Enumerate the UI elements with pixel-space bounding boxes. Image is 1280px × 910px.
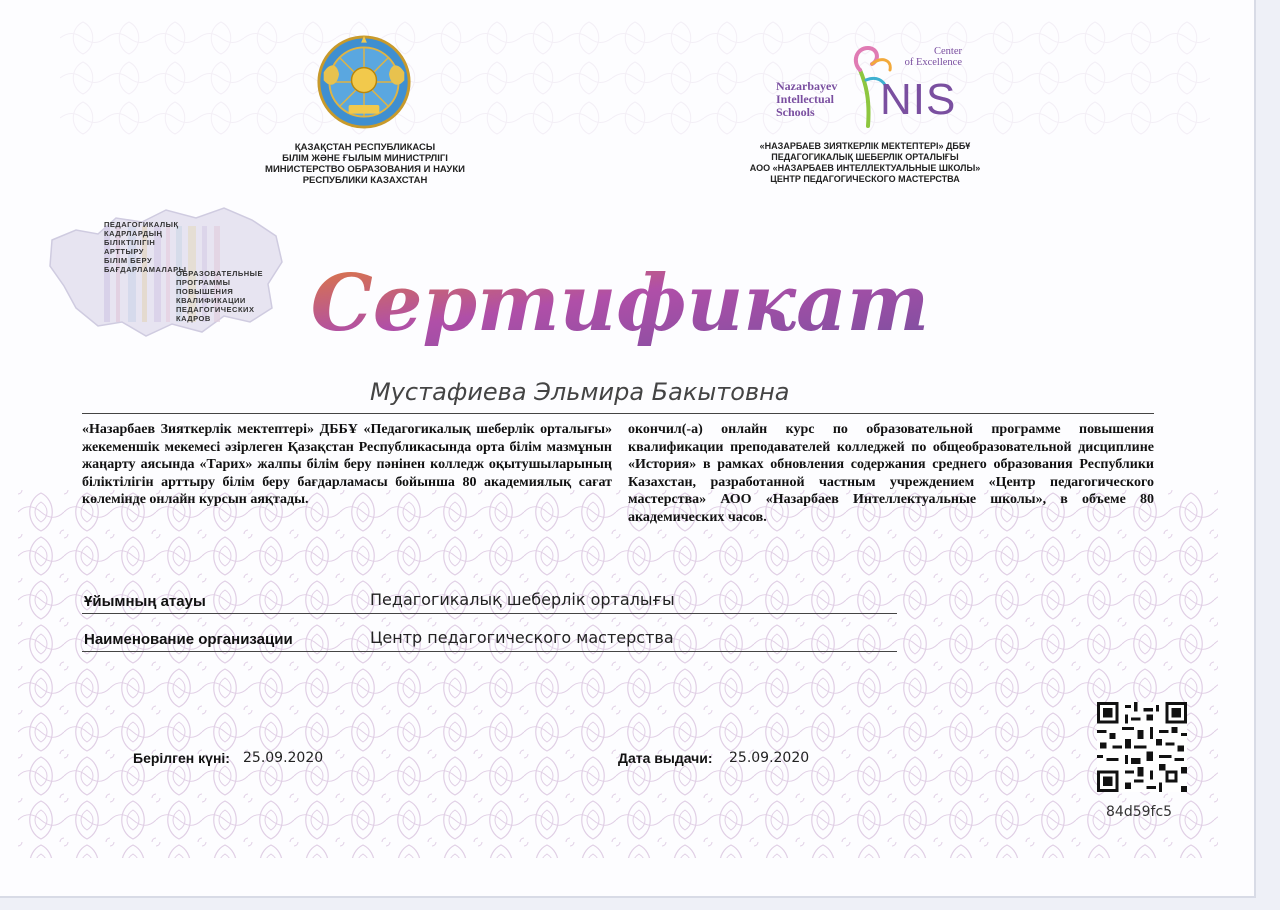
nis-org-line: «НАЗАРБАЕВ ЗИЯТКЕРЛІК МЕКТЕПТЕРІ» ДББҰ — [759, 141, 971, 151]
organization-label-ru: Наименование организации — [84, 631, 293, 648]
organization-underline-ru — [82, 651, 897, 652]
kazakhstan-state-emblem-icon — [316, 34, 412, 130]
nis-organization-heading — [735, 141, 995, 185]
nis-abbreviation: NIS — [880, 75, 957, 124]
qr-code-id: 84d59fc5 — [1106, 804, 1173, 820]
organization-label-kz: Ұйымның атауы — [84, 593, 206, 610]
program-ru-line: ПЕДАГОГИЧЕСКИХ — [176, 305, 255, 314]
program-ru-line: ОБРАЗОВАТЕЛЬНЫЕ — [176, 269, 264, 278]
nis-name-line: Intellectual — [776, 92, 834, 106]
program-label-ru — [176, 269, 264, 323]
ministry-line: ҚАЗАҚСТАН РЕСПУБЛИКАСЫ — [294, 142, 436, 153]
issue-date-kz: 25.09.2020 — [243, 750, 324, 766]
program-ru-line: ПРОГРАММЫ — [176, 278, 231, 287]
certificate-title-text: Сертификат — [310, 258, 930, 349]
recipient-name: Мустафиева Эльмира Бакытовна — [370, 378, 790, 406]
ministry-heading — [240, 142, 490, 186]
certificate-title — [310, 232, 930, 362]
program-kz-line: ПЕДАГОГИКАЛЫҚ — [104, 220, 179, 229]
center-of-excellence-label — [905, 46, 962, 68]
program-kz-line: БІЛІКТІЛІГІН — [104, 238, 156, 247]
nis-org-line: ПЕДАГОГИКАЛЫҚ ШЕБЕРЛІК ОРТАЛЫҒЫ — [771, 152, 959, 162]
background-pattern-top — [60, 18, 1210, 138]
nis-name-line: Nazarbayev — [776, 79, 838, 93]
coe-line: Center — [934, 46, 962, 57]
program-kz-line: БАҒДАРЛАМАЛАРЫ — [104, 265, 187, 274]
program-ru-line: ПОВЫШЕНИЯ — [176, 287, 234, 296]
qr-code-icon — [1097, 702, 1187, 792]
recipient-underline — [82, 413, 1154, 414]
program-label-kz — [104, 220, 190, 274]
nis-name — [776, 80, 837, 119]
nis-name-line: Schools — [776, 105, 815, 119]
issue-date-label-ru: Дата выдачи: — [618, 750, 713, 766]
program-kz-line: КАДРЛАРДЫҢ — [104, 229, 163, 238]
program-ru-line: КВАЛИФИКАЦИИ — [176, 296, 246, 305]
program-kz-line: АРТТЫРУ — [104, 247, 144, 256]
ministry-line: РЕСПУБЛИКИ КАЗАХСТАН — [302, 175, 428, 186]
program-kz-line: БІЛІМ БЕРУ — [104, 256, 153, 265]
organization-value-ru: Центр педагогического мастерства — [370, 628, 674, 647]
nis-org-line: АОО «НАЗАРБАЕВ ИНТЕЛЛЕКТУАЛЬНЫЕ ШКОЛЫ» — [749, 163, 981, 173]
nis-org-line: ЦЕНТР ПЕДАГОГИЧЕСКОГО МАСТЕРСТВА — [770, 174, 960, 184]
ministry-line: МИНИСТЕРСТВО ОБРАЗОВАНИЯ И НАУКИ — [265, 164, 465, 175]
background-pattern — [18, 490, 1218, 858]
issue-date-ru: 25.09.2020 — [729, 750, 810, 766]
description-ru: окончил(-а) онлайн курс по образовательной программе повышения квалификации преподавателей колледжей по общеобразовательной дисциплине «История» в рамках обновления содержания среднего образования Республики Казахстан, разработанной частным учреждением «Центр педагогического мастерства» АОО «Назарбаев Интеллектуальные школы», в объеме 80 академических часов. — [628, 422, 1154, 525]
organization-value-kz: Педагогикалық шеберлік орталығы — [370, 590, 675, 609]
coe-line: of Excellence — [904, 57, 962, 68]
nis-logo — [776, 40, 976, 132]
ministry-line: БІЛІМ ЖӘНЕ ҒЫЛЫМ МИНИСТРЛІГІ — [282, 153, 448, 164]
issue-date-label-kz: Берілген күні: — [133, 750, 230, 766]
program-ru-line: КАДРОВ — [176, 314, 211, 323]
description-kz: «Назарбаев Зияткерлік мектептері» ДББҰ «Педагогикалық шеберлік орталығы» жекеменшік мекемесі әзірлеген Қазақстан Республикасында орта білім мазмұнын жаңарту аясында «Тарих» жалпы білім беру пәнінен колледж оқытушыларының біліктілігін арттыру білім беру бағдарламасы бойынша 80 академиялық сағат көлемінде онлайн курсын аяқтады. — [82, 422, 612, 507]
organization-underline-kz — [82, 613, 897, 614]
